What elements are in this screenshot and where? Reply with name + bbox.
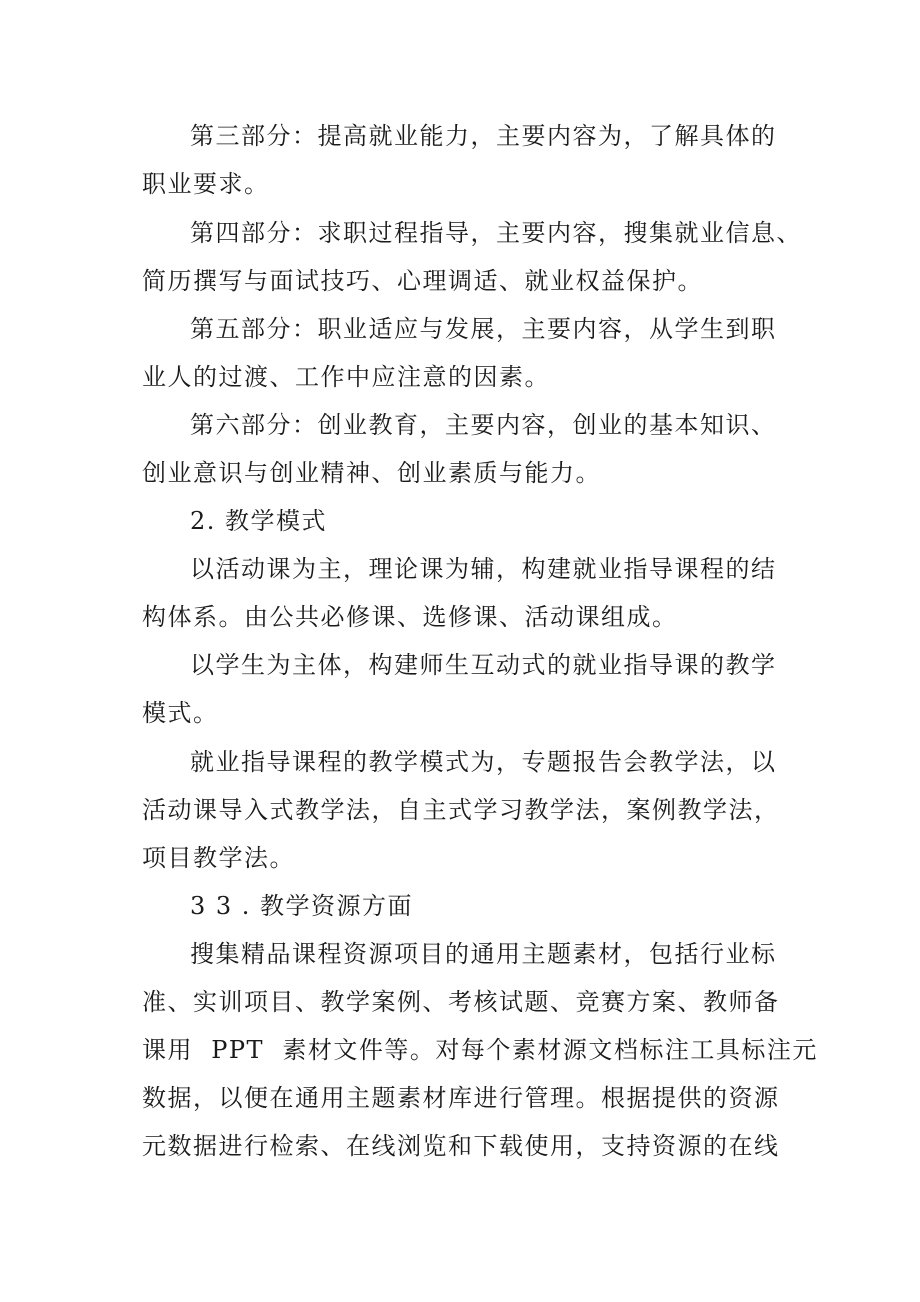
paragraph-line: 数据，以便在通用主题素材库进行管理。根据提供的资源	[142, 1084, 780, 1112]
paragraph-line: 简历撰写与面试技巧、心理调适、就业权益保护。	[142, 267, 703, 295]
paragraph-line: 课用 PPT 素材文件等。对每个素材源文档标注工具标注元	[142, 1036, 818, 1064]
section-heading: 2. 教学模式	[190, 507, 328, 535]
paragraph-line: 第六部分：创业教育，主要内容，创业的基本知识、	[190, 411, 777, 439]
paragraph-line: 第三部分：提高就业能力，主要内容为，了解具体的	[190, 122, 777, 150]
paragraph-line: 第四部分：求职过程指导，主要内容，搜集就业信息、	[190, 219, 802, 247]
paragraph-line: 活动课导入式教学法，自主式学习教学法，案例教学法，	[142, 796, 780, 824]
paragraph-line: 元数据进行检索、在线浏览和下载使用，支持资源的在线	[142, 1132, 780, 1160]
paragraph-line: 项目教学法。	[142, 844, 295, 872]
paragraph-line: 职业要求。	[142, 170, 270, 198]
paragraph-line: 搜集精品课程资源项目的通用主题素材，包括行业标	[190, 940, 777, 968]
paragraph-line: 以活动课为主，理论课为辅，构建就业指导课程的结	[190, 555, 777, 583]
paragraph-line: 就业指导课程的教学模式为，专题报告会教学法，以	[190, 748, 777, 776]
paragraph-line: 第五部分：职业适应与发展，主要内容，从学生到职	[190, 315, 777, 343]
section-heading: 3 3 . 教学资源方面	[190, 892, 414, 920]
paragraph-line: 以学生为主体，构建师生互动式的就业指导课的教学	[190, 651, 777, 679]
paragraph-line: 创业意识与创业精神、创业素质与能力。	[142, 459, 601, 487]
paragraph-line: 业人的过渡、工作中应注意的因素。	[142, 363, 550, 391]
paragraph-line: 构体系。由公共必修课、选修课、活动课组成。	[142, 603, 678, 631]
paragraph-line: 模式。	[142, 699, 219, 727]
paragraph-line: 准、实训项目、教学案例、考核试题、竞赛方案、教师备	[142, 988, 780, 1016]
